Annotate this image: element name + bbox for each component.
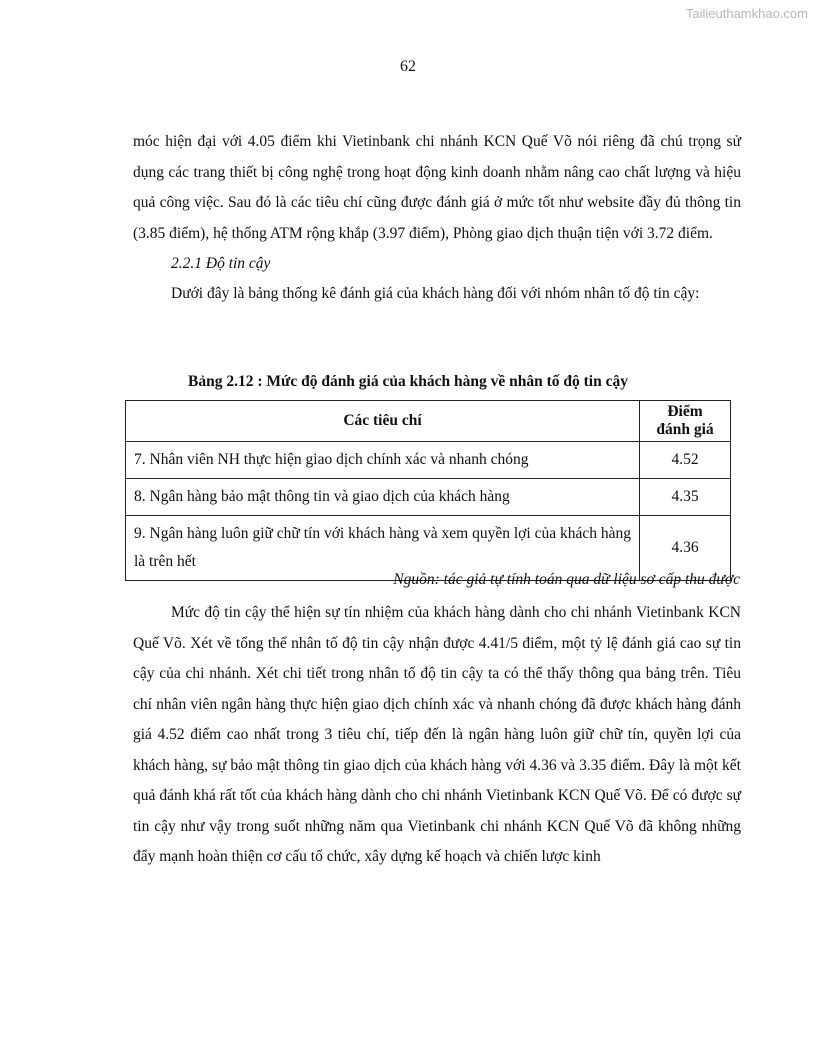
page-number: 62 bbox=[400, 58, 416, 75]
body-section bbox=[133, 598, 741, 873]
section-heading: 2.2.1 Độ tin cậy bbox=[171, 255, 271, 272]
reliability-table bbox=[125, 400, 731, 581]
score-header bbox=[640, 401, 731, 442]
table-row bbox=[126, 442, 731, 479]
intro-section bbox=[133, 127, 741, 310]
criteria-cell: 8. Ngân hàng bảo mật thông tin và giao dịch của khách hàng bbox=[126, 479, 640, 516]
table-source: Nguồn: tác giả tự tính toán qua dữ liệu sơ cấp thu được bbox=[393, 571, 740, 588]
table-row bbox=[126, 479, 731, 516]
score-header-line1: Điểm bbox=[667, 403, 703, 420]
watermark: Tailieuthamkhao.com bbox=[685, 6, 808, 21]
criteria-cell: 7. Nhân viên NH thực hiện giao dịch chính xác và nhanh chóng bbox=[126, 442, 640, 479]
score-cell: 4.35 bbox=[640, 479, 731, 516]
score-header-line2: đánh giá bbox=[656, 421, 714, 438]
score-cell: 4.36 bbox=[640, 516, 731, 581]
table-header-row bbox=[126, 401, 731, 442]
criteria-header: Các tiêu chí bbox=[126, 401, 640, 442]
body-paragraph: Mức độ tin cậy thể hiện sự tín nhiệm của khách hàng dành cho chi nhánh Vietinbank KCN Quế Võ. Xét về tổng thể nhân tố độ tin cậy nhận được 4.41/5 điểm, một tỷ lệ đánh giá cao sự tin cậy của chi nhánh. Xét chi tiết trong nhân tố độ tin cậy ta có thể thấy thông qua bảng trên. Tiêu chí nhân viên ngân hàng thực hiện giao dịch chính xác và nhanh chóng đã được khách hàng đánh giá 4.52 điểm cao nhất trong 3 tiêu chí, tiếp đến là ngân hàng luôn giữ chữ tín, quyền lợi của khách hàng, sự bảo mật thông tin giao dịch của khách hàng với 4.36 và 3.35 điểm. Đây là một kết quả đánh khá rất tốt của khách hàng dành cho chi nhánh Vietinbank KCN Quế Võ. Để có được sự tin cậy như vậy trong suốt những năm qua Vietinbank chi nhánh KCN Quế Võ đã không những đẩy mạnh hoàn thiện cơ cấu tổ chức, xây dựng kế hoạch và chiến lược kinh bbox=[133, 604, 741, 865]
table-intro-paragraph: Dưới đây là bảng thống kê đánh giá của khách hàng đối với nhóm nhân tố độ tin cậy: bbox=[171, 285, 700, 302]
criteria-cell: 9. Ngân hàng luôn giữ chữ tín với khách hàng và xem quyền lợi của khách hàng là trên hết bbox=[126, 516, 640, 581]
intro-paragraph: móc hiện đại với 4.05 điểm khi Vietinbank chi nhánh KCN Quế Võ nói riêng đã chú trọng sử dụng các trang thiết bị công nghệ trong hoạt động kinh doanh nhằm nâng cao chất lượng và hiệu quả công việc. Sau đó là các tiêu chí cũng được đánh giá ở mức tốt như website đầy đủ thông tin (3.85 điểm), hệ thống ATM rộng khắp (3.97 điểm), Phòng giao dịch thuận tiện với 3.72 điểm. bbox=[133, 133, 741, 242]
table-caption: Bảng 2.12 : Mức độ đánh giá của khách hàng về nhân tố độ tin cậy bbox=[188, 373, 628, 390]
score-cell: 4.52 bbox=[640, 442, 731, 479]
